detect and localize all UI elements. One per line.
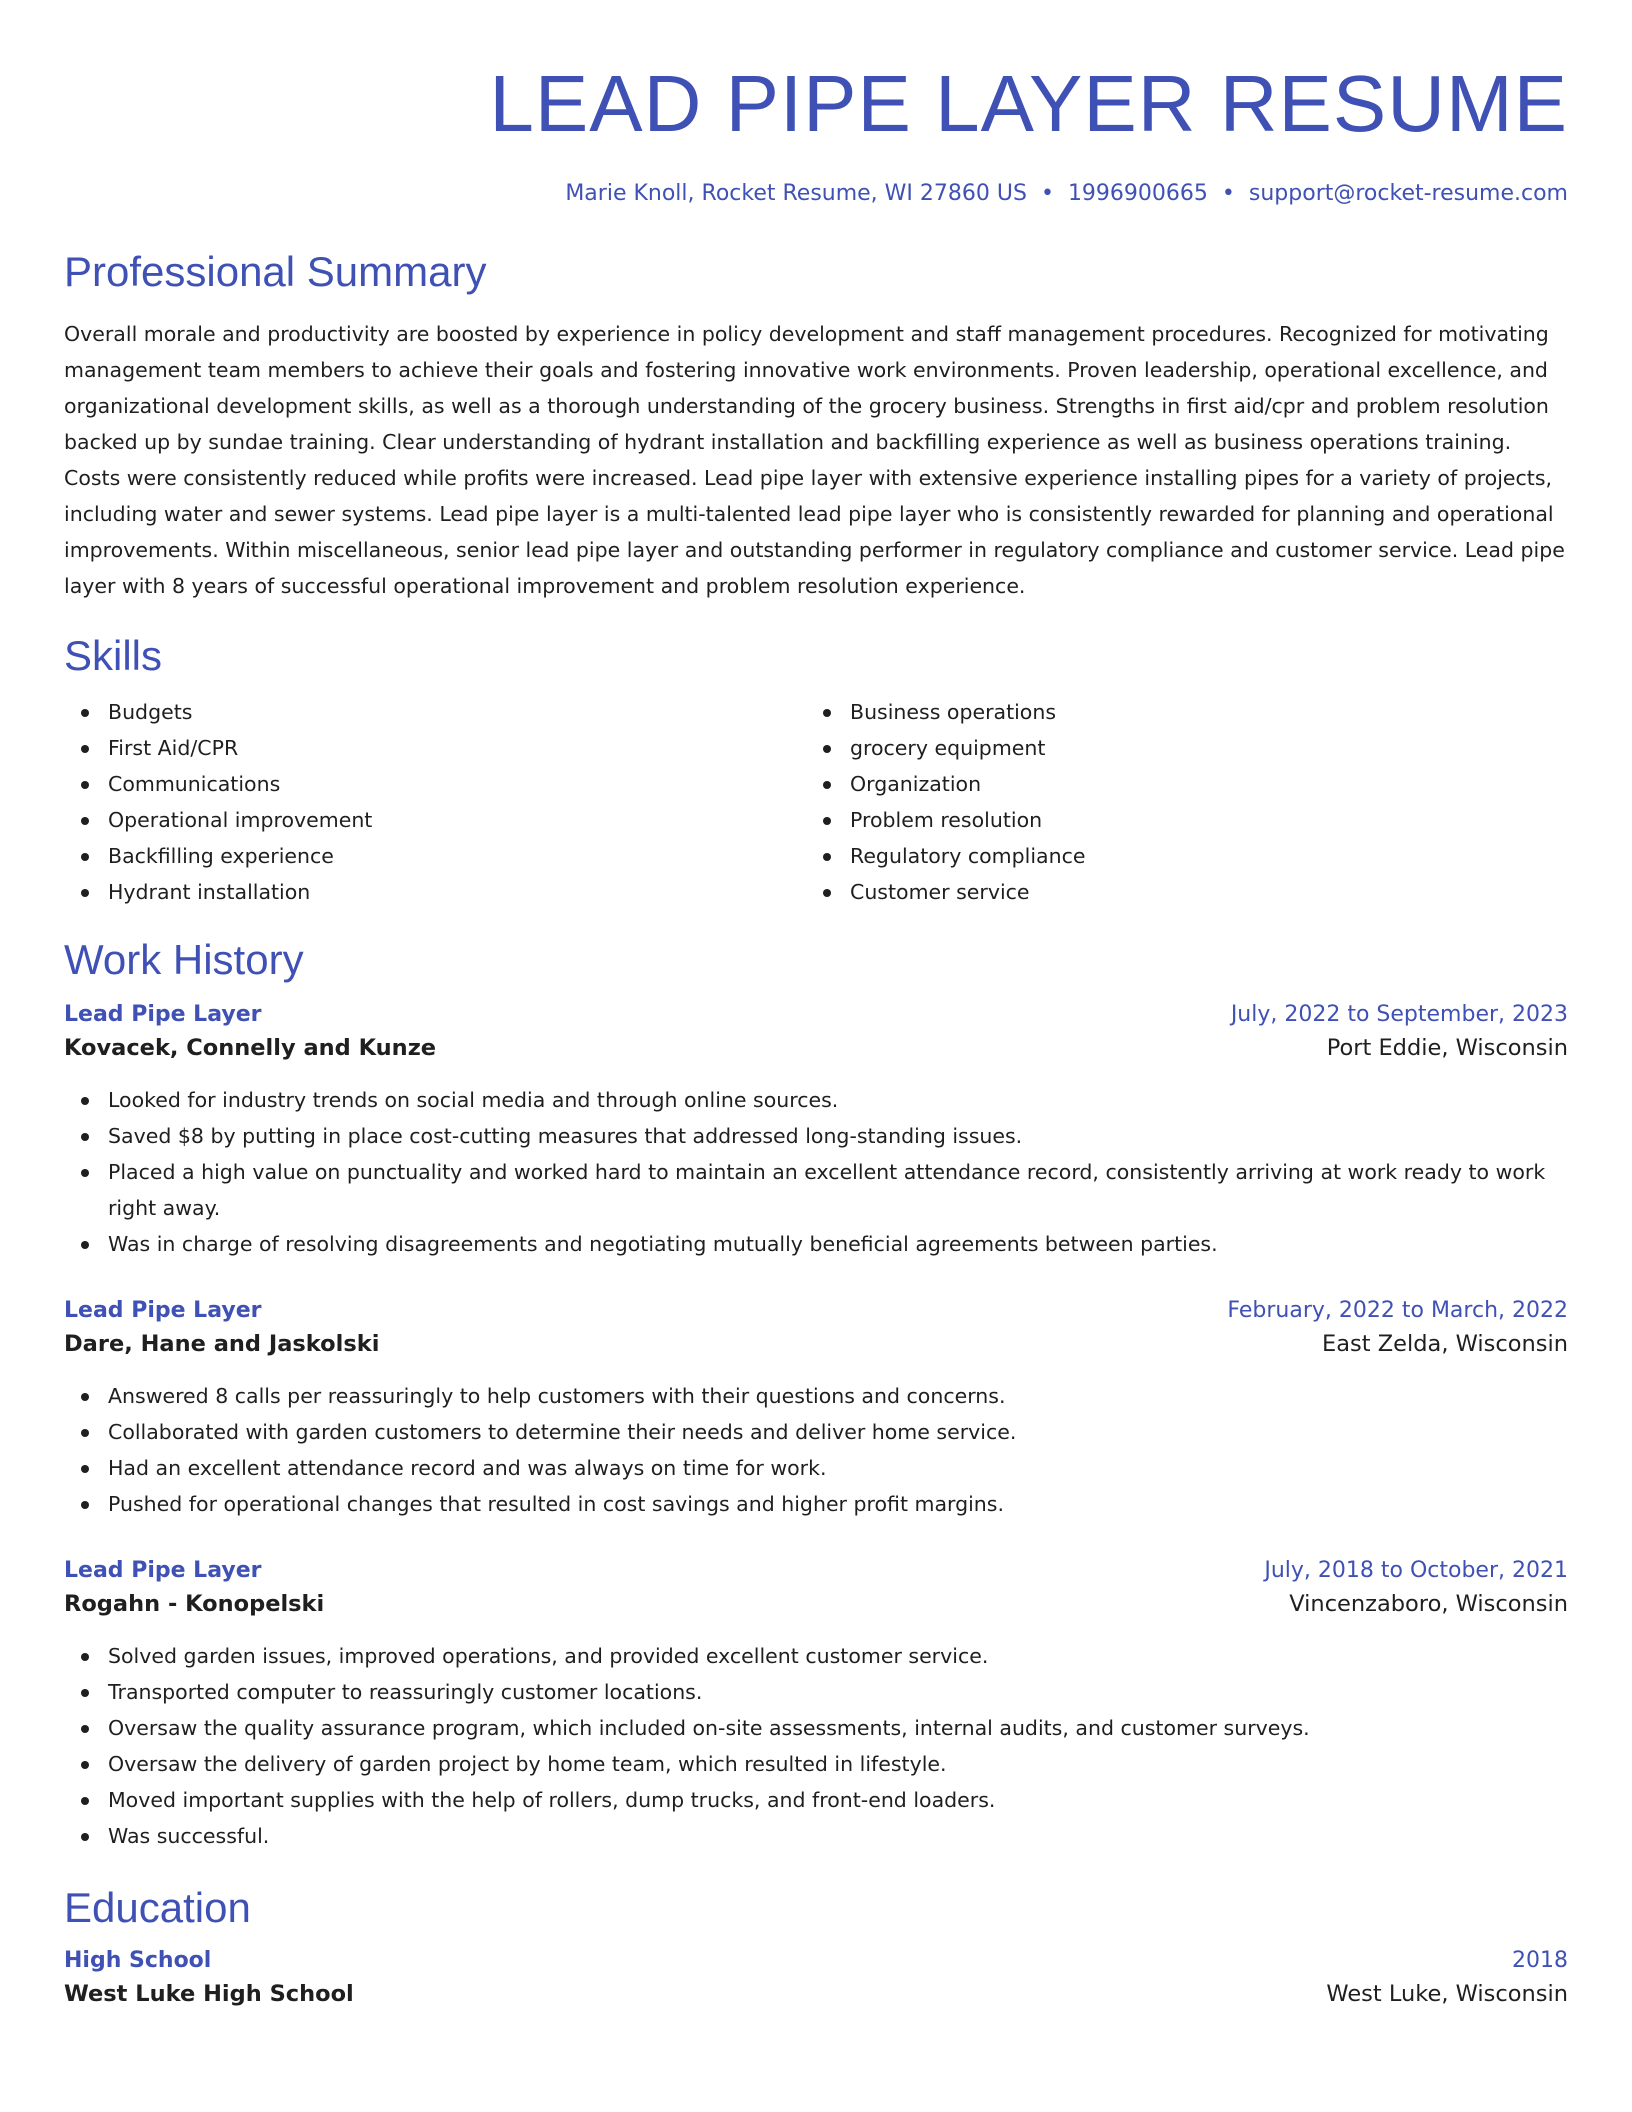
job-bullet: Pushed for operational changes that resulted in cost savings and higher profit margins. (64, 1486, 1568, 1522)
job-company-row (64, 1030, 1568, 1066)
resume-title: LEAD PIPE LAYER RESUME (489, 59, 1568, 148)
job-dates: July, 2018 to October, 2021 (1264, 1558, 1568, 1583)
contact-phone: 1996900665 (1067, 181, 1208, 206)
skill-item: Operational improvement (64, 802, 806, 838)
job-title: Lead Pipe Layer (64, 1558, 262, 1583)
job-company: Kovacek, Connelly and Kunze (64, 1035, 437, 1061)
job-bullet: Was in charge of resolving disagreements and negotiating mutually beneficial agreements between parties. (64, 1226, 1568, 1262)
contact-address: Marie Knoll, Rocket Resume, WI 27860 US (565, 181, 1027, 206)
education-section (64, 1884, 1568, 2012)
job-location: Port Eddie, Wisconsin (1326, 1035, 1568, 1061)
job-bullet: Moved important supplies with the help of rollers, dump trucks, and front-end loaders. (64, 1782, 1568, 1818)
job-bullet: Answered 8 calls per reassuringly to help customers with their questions and concerns. (64, 1378, 1568, 1414)
education-entry (64, 1946, 1568, 2012)
summary-heading: Professional Summary (64, 248, 487, 295)
job-bullet: Placed a high value on punctuality and worked hard to maintain an excellent attendance record, consistently arriving at work ready to work right away. (64, 1154, 1568, 1226)
summary-section (64, 248, 1568, 604)
skill-item: Customer service (806, 874, 1548, 910)
work-history-section (64, 936, 1568, 1854)
skills-heading: Skills (64, 632, 163, 679)
job-bullet: Solved garden issues, improved operations, and provided excellent customer service. (64, 1638, 1568, 1674)
job-title: Lead Pipe Layer (64, 1002, 262, 1027)
skill-item: Business operations (806, 694, 1548, 730)
contact-line (64, 180, 1568, 208)
job-bullet: Oversaw the quality assurance program, which included on-site assessments, internal audits, and customer surveys. (64, 1710, 1568, 1746)
skills-column-left (64, 694, 806, 910)
skills-grid (64, 694, 1568, 910)
contact-separator: • (1221, 181, 1235, 206)
job-entry (64, 1556, 1568, 1854)
skill-item: Organization (806, 766, 1548, 802)
contact-separator: • (1040, 181, 1054, 206)
job-dates: February, 2022 to March, 2022 (1227, 1298, 1568, 1323)
education-degree: High School (64, 1948, 212, 1973)
job-header-row (64, 1000, 1568, 1030)
job-bullets (64, 1638, 1568, 1854)
job-company-row (64, 1326, 1568, 1362)
education-year: 2018 (1512, 1948, 1568, 1973)
job-header-row (64, 1296, 1568, 1326)
job-bullet: Was successful. (64, 1818, 1568, 1854)
job-bullet: Oversaw the delivery of garden project by home team, which resulted in lifestyle. (64, 1746, 1568, 1782)
skills-column-right (806, 694, 1548, 910)
education-header-row (64, 1946, 1568, 1976)
skill-item: Regulatory compliance (806, 838, 1548, 874)
work-history-heading: Work History (64, 936, 304, 983)
job-entry (64, 1000, 1568, 1262)
job-company: Rogahn - Konopelski (64, 1591, 325, 1617)
skill-item: Backfilling experience (64, 838, 806, 874)
education-school: West Luke High School (64, 1981, 354, 2007)
resume-header (64, 0, 1568, 208)
job-company: Dare, Hane and Jaskolski (64, 1331, 380, 1357)
job-bullets (64, 1082, 1568, 1262)
job-bullet: Had an excellent attendance record and was always on time for work. (64, 1450, 1568, 1486)
education-heading: Education (64, 1884, 251, 1931)
education-location: West Luke, Wisconsin (1326, 1981, 1568, 2007)
job-bullet: Saved $8 by putting in place cost-cutting measures that addressed long-standing issues. (64, 1118, 1568, 1154)
job-header-row (64, 1556, 1568, 1586)
skill-item: Communications (64, 766, 806, 802)
job-bullet: Transported computer to reassuringly customer locations. (64, 1674, 1568, 1710)
job-bullet: Looked for industry trends on social media and through online sources. (64, 1082, 1568, 1118)
education-school-row (64, 1976, 1568, 2012)
contact-email: support@rocket-resume.com (1248, 181, 1568, 206)
skill-item: Problem resolution (806, 802, 1548, 838)
job-entry (64, 1296, 1568, 1522)
job-location: Vincenzaboro, Wisconsin (1289, 1591, 1568, 1617)
skill-item: Hydrant installation (64, 874, 806, 910)
job-title: Lead Pipe Layer (64, 1298, 262, 1323)
job-location: East Zelda, Wisconsin (1322, 1331, 1568, 1357)
skill-item: First Aid/CPR (64, 730, 806, 766)
job-company-row (64, 1586, 1568, 1622)
skill-item: grocery equipment (806, 730, 1548, 766)
skills-section (64, 632, 1568, 910)
job-dates: July, 2022 to September, 2023 (1230, 1002, 1568, 1027)
job-bullets (64, 1378, 1568, 1522)
skill-item: Budgets (64, 694, 806, 730)
job-bullet: Collaborated with garden customers to determine their needs and deliver home service. (64, 1414, 1568, 1450)
summary-text: Overall morale and productivity are boosted by experience in policy development and staff management procedures. Recognized for motivating management team members to achieve their goals and fostering innovative work environments. Proven leadership, operational excellence, and organizational development skills, as well as a thorough understanding of the grocery business. Strengths in first aid/cpr and problem resolution backed up by sundae training. Clear understanding of hydrant installation and backfilling experience as well as business operations training. Costs were consistently reduced while profits were increased. Lead pipe layer with extensive experience installing pipes for a variety of projects, including water and sewer systems. Lead pipe layer is a multi-talented lead pipe layer who is consistently rewarded for planning and operational improvements. Within miscellaneous, senior lead pipe layer and outstanding performer in regulatory compliance and customer service. Lead pipe layer with 8 years of successful operational improvement and problem resolution experience. (64, 322, 1565, 598)
